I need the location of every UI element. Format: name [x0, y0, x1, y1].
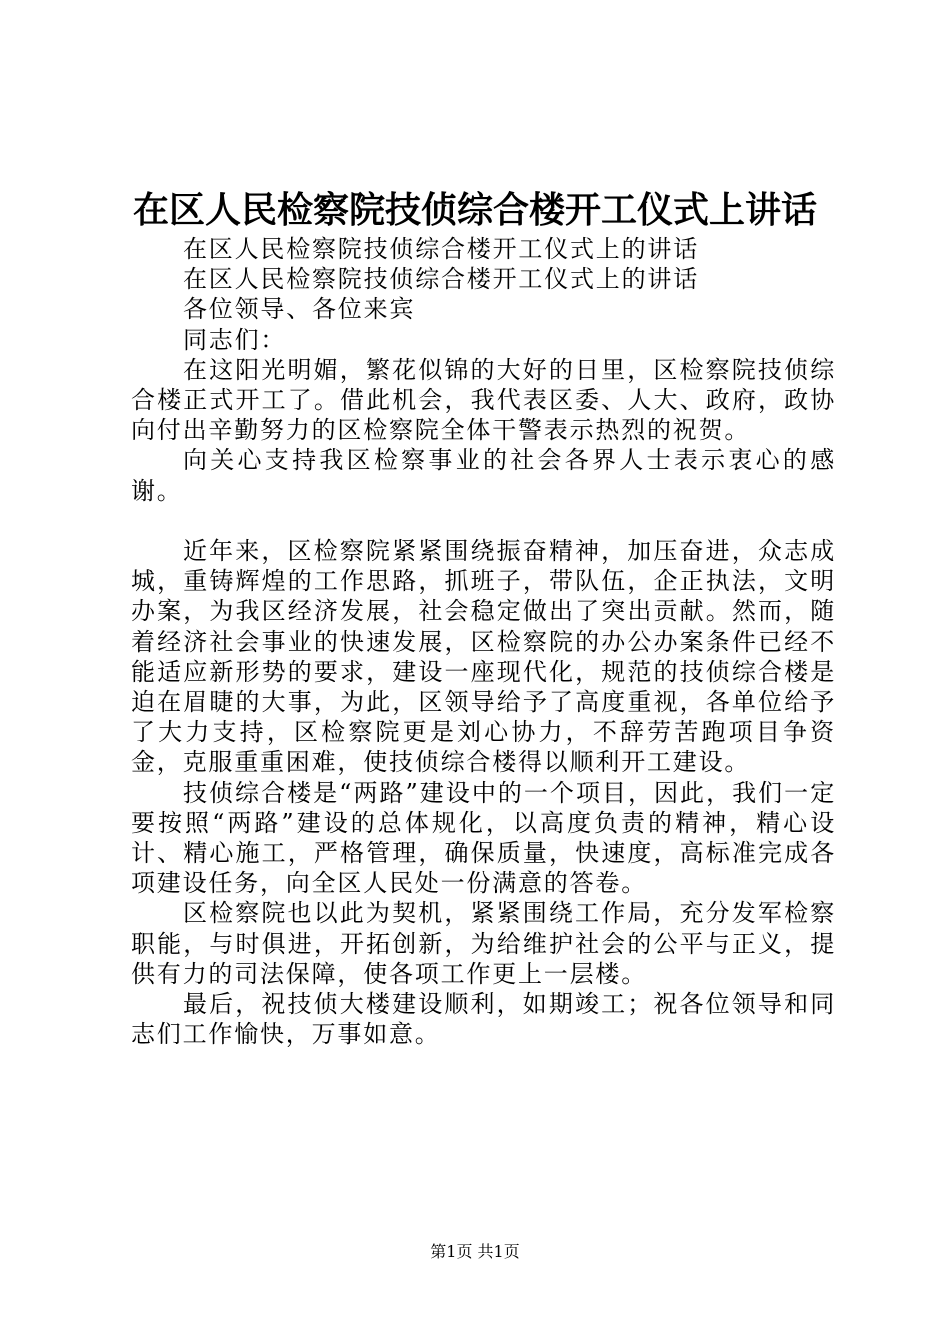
paragraph-thanks: 向关心支持我区检察事业的社会各界人士表示衷心的感谢。 [131, 446, 836, 505]
paragraph-opportunity: 区检察院也以此为契机，紧紧围绕工作局，充分发军检察职能，与时俱进，开拓创新，为给维护社会的公平与正义，提供有力的司法保障，使各项工作更上一层楼。 [131, 899, 836, 988]
paragraph-subtitle-1: 在区人民检察院技侦综合楼开工仪式上的讲话 [183, 235, 699, 263]
paragraph-subtitle-2: 在区人民检察院技侦综合楼开工仪式上的讲话 [183, 265, 699, 294]
document-body [131, 234, 836, 1049]
paragraph-congratulation: 在这阳光明媚，繁花似锦的大好的日里，区检察院技侦综合楼正式开工了。借此机会，我代表区委、人大、政府，政协向付出辛勤努力的区检察院全体干警表示热烈的祝贺。 [131, 355, 836, 445]
paragraph-closing: 最后，祝技侦大楼建设顺利，如期竣工；祝各位领导和同志们工作愉快，万事如意。 [131, 990, 836, 1049]
document-title: 在区人民检察院技侦综合楼开工仪式上讲话 [132, 189, 817, 231]
paragraph-salutation: 各位领导、各位来宾 [183, 295, 416, 324]
paragraph-requirements: 技侦综合楼是“两路”建设中的一个项目，因此，我们一定要按照“两路”建设的总体规化，以高度负责的精神，精心设计、精心施工，严格管理，确保质量，快速度，高标准完成各项建设任务，向全区人民处一份满意的答卷。 [131, 778, 836, 898]
page-footer: 第1页 共1页 [430, 1242, 520, 1261]
paragraph-spacer [131, 506, 836, 536]
paragraph-comrades: 同志们： [183, 325, 287, 354]
paragraph-background: 近年来，区检察院紧紧围绕振奋精神，加压奋进，众志成城，重铸辉煌的工作思路，抓班子，带队伍，企正执法，文明办案，为我区经济发展，社会稳定做出了突出贡献。然而，随着经济社会事业的快速发展，区检察院的办公办案条件已经不能适应新形势的要求，建设一座现代化，规范的技侦综合楼是迫在眉睫的大事，为此，区领导给予了高度重视，各单位给予了大力支持，区检察院更是刘心协力，不辞劳苦跑项目争资金，克服重重困难，使技侦综合楼得以顺利开工建设。 [131, 537, 836, 777]
